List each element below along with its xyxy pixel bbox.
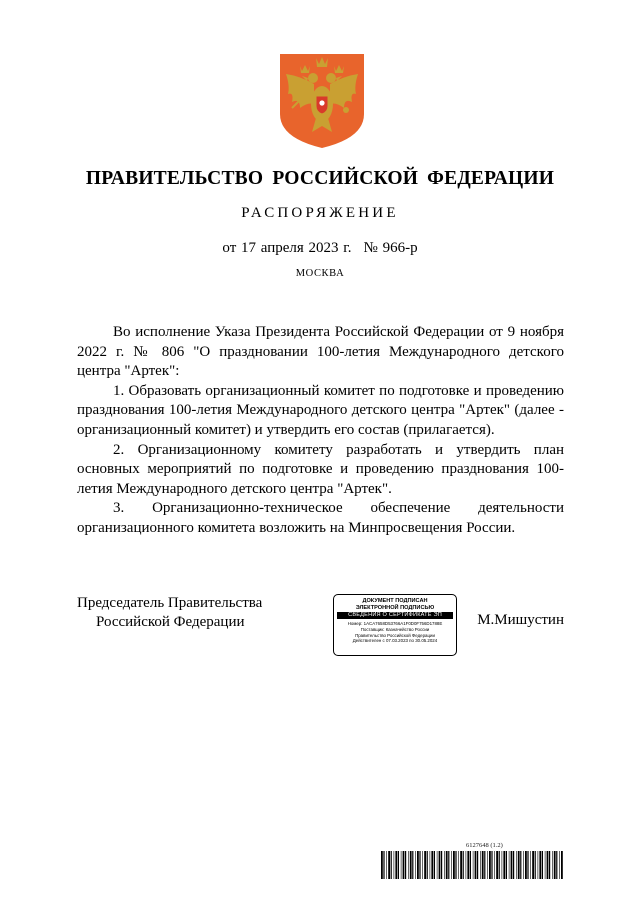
barcode-bar <box>401 851 402 879</box>
barcode-bar <box>556 851 557 879</box>
barcode-bar <box>499 851 500 879</box>
document-body <box>77 323 564 539</box>
barcode-bar <box>446 851 448 879</box>
barcode-bar <box>552 851 553 879</box>
barcode-bar <box>467 851 469 879</box>
stamp-cert-header: СВЕДЕНИЯ О СЕРТИФИКАТЕ ЭП <box>337 612 453 619</box>
barcode-bar <box>549 851 550 879</box>
barcode-number: 6127648 (1.2) <box>466 842 503 849</box>
barcode-bar <box>441 851 442 879</box>
barcode-bar <box>542 851 543 879</box>
barcode-bar <box>535 851 536 879</box>
signatory-name: М.Мишустин <box>477 612 564 628</box>
document-number: № 966-р <box>363 240 418 256</box>
barcode-bar <box>487 851 488 879</box>
paragraph-item-1: 1. Образовать организационный комитет по подготовке и проведению празднования 100-летия Международного детского центра "Артек" (далее - организационный комитет) и утвердить его состав (прилагается). <box>77 382 564 438</box>
paragraph-item-3: 3. Организационно-техническое обеспечение деятельности организационного комитета возложить на Минпросвещения России. <box>77 500 564 536</box>
city: МОСКВА <box>295 268 345 279</box>
government-title: ПРАВИТЕЛЬСТВО РОССИЙСКОЙ ФЕДЕРАЦИИ <box>85 168 555 189</box>
barcode-bar <box>494 851 495 879</box>
barcode-bar <box>415 851 416 879</box>
barcode-bar <box>511 851 513 879</box>
barcode-bar <box>386 851 387 879</box>
stamp-validity: Действителен с 07.03.2023 по 30.05.2024 <box>352 638 438 644</box>
barcode-bar <box>417 851 419 879</box>
document-date: от 17 апреля 2023 г. <box>222 240 352 256</box>
barcode-bar <box>394 851 395 879</box>
barcode-bar <box>412 851 413 879</box>
barcode-bar <box>403 851 405 879</box>
barcode-bar <box>398 851 399 879</box>
stamp-owner: Правительство Российской Федерации <box>355 632 435 638</box>
barcode-bar <box>506 851 507 879</box>
barcode-bar <box>477 851 478 879</box>
barcode-bar <box>480 851 481 879</box>
barcode-bar <box>419 851 420 879</box>
coat-of-arms-emblem <box>278 52 366 150</box>
barcode-bar <box>496 851 498 879</box>
barcode-bar <box>448 851 449 879</box>
barcode-bar <box>460 851 462 879</box>
barcode-bar <box>509 851 510 879</box>
barcode-bar <box>391 851 392 879</box>
barcode-bar <box>473 851 474 879</box>
barcode-bar <box>427 851 428 879</box>
electronic-signature-stamp <box>333 594 457 656</box>
paragraph-item-2: 2. Организационному комитету разработать и утвердить план основных мероприятий по подготовке и проведению празднования 100-летия Международного детского центра "Артек". <box>77 441 564 497</box>
barcode-bar <box>451 851 452 879</box>
barcode-bar <box>434 851 435 879</box>
date-line <box>0 240 640 257</box>
barcode-bar <box>470 851 471 879</box>
barcode-bar <box>554 851 556 879</box>
barcode-bar <box>520 851 521 879</box>
barcode-bar <box>458 851 459 879</box>
barcode-bar <box>431 851 433 879</box>
barcode-bar <box>383 851 384 879</box>
barcode-bar <box>545 851 546 879</box>
barcode-bar <box>539 851 541 879</box>
barcode-bar <box>395 851 397 879</box>
barcode-bar <box>516 851 517 879</box>
barcode-bar <box>437 851 438 879</box>
barcode-bar <box>532 851 534 879</box>
barcode-bar <box>430 851 431 879</box>
barcode-bar <box>408 851 409 879</box>
barcode <box>381 851 565 879</box>
barcode-bar <box>463 851 464 879</box>
barcode-bar <box>538 851 539 879</box>
barcode-bar <box>518 851 520 879</box>
paragraph-preamble: Во исполнение Указа Президента Российской Федерации от 9 ноября 2022 г. № 806 "О праздновании 100-летия Международного детского центра "Артек": <box>77 324 564 380</box>
barcode-bar <box>410 851 412 879</box>
barcode-bar <box>466 851 467 879</box>
barcode-bar <box>381 851 383 879</box>
barcode-bar <box>547 851 549 879</box>
barcode-bar <box>439 851 441 879</box>
barcode-bar <box>424 851 426 879</box>
signatory-position-line1: Председатель Правительства <box>77 595 263 611</box>
signatory-position-line2: Российской Федерации <box>96 614 245 630</box>
barcode-bar <box>484 851 485 879</box>
barcode-bar <box>405 851 406 879</box>
barcode-bar <box>482 851 484 879</box>
document-type: РАСПОРЯЖЕНИЕ <box>241 205 399 221</box>
signatory-position <box>77 594 262 632</box>
barcode-bar <box>525 851 527 879</box>
barcode-bar <box>503 851 505 879</box>
stamp-issuer: Поставщик: Казначейство России <box>360 626 430 632</box>
stamp-line2: ЭЛЕКТРОННОЙ ПОДПИСЬЮ <box>355 604 435 611</box>
barcode-bar <box>422 851 423 879</box>
stamp-serial: Номер: 1ACA7658D53766A1F0D0F756D1788E <box>347 621 443 627</box>
barcode-bar <box>502 851 503 879</box>
barcode-bar <box>527 851 528 879</box>
stamp-line1: ДОКУМЕНТ ПОДПИСАН <box>362 598 428 604</box>
barcode-bar <box>388 851 390 879</box>
barcode-bar <box>489 851 491 879</box>
barcode-bar <box>444 851 445 879</box>
barcode-bar <box>455 851 456 879</box>
barcode-bar <box>513 851 514 879</box>
barcode-bar <box>453 851 455 879</box>
barcode-bar <box>491 851 492 879</box>
barcode-bar <box>475 851 477 879</box>
barcode-bar <box>523 851 524 879</box>
barcode-bar <box>530 851 531 879</box>
barcode-bar <box>561 851 563 879</box>
barcode-bar <box>559 851 560 879</box>
